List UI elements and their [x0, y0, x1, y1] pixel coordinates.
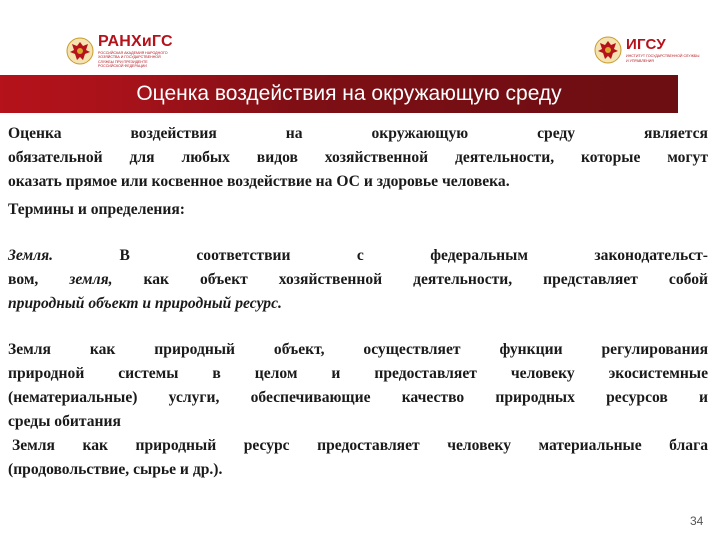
land-definition-line-3: природный объект и природный ресурс. — [8, 295, 282, 312]
ranepa-logo-subtitle: РОССИЙСКАЯ АКАДЕМИЯ НАРОДНОГО ХОЗЯЙСТВА И ГОСУДАРСТВЕННОЙ СЛУЖБЫ ПРИ ПРЕЗИДЕНТЕ РОССИЙСКОЙ ФЕДЕРАЦИИ — [98, 51, 168, 69]
double-headed-eagle-emblem-icon — [66, 37, 94, 65]
terms-heading: Термины и определения: — [8, 201, 185, 218]
natural-object-line-4: среды обитания — [8, 413, 121, 430]
title-bar — [0, 75, 678, 113]
intro-line-3: оказать прямое или косвенное воздействие на ОС и здоровье человека. — [8, 173, 510, 190]
natural-object-line-1: Земля как природный объект, осуществляет функции регулирования — [8, 341, 708, 358]
natural-resource-line-2: (продовольствие, сырье и др.). — [8, 461, 223, 478]
land-term: Земля. — [8, 247, 54, 264]
natural-resource-line-1: Земля как природный ресурс предоставляет человеку материальные блага — [12, 437, 708, 454]
ranepa-logo — [66, 34, 174, 69]
land-def-word: земля, — [69, 271, 113, 288]
igsu-logo-subtitle: ИНСТИТУТ ГОСУДАРСТВЕННОЙ СЛУЖБЫ И УПРАВЛЕНИЯ — [626, 54, 700, 63]
land-definition-line-2 — [8, 268, 708, 292]
ranepa-logo-name: РАНХиГС — [98, 33, 173, 50]
slide-content — [8, 122, 708, 482]
intro-line-1: Оценка воздействия на окружающую среду является — [8, 125, 708, 142]
land-def-text-2c: как объект хозяйственной деятельности, представляет собой — [112, 271, 708, 288]
igsu-logo — [594, 36, 700, 64]
intro-line-2: обязательной для любых видов хозяйственной деятельности, которые могут — [8, 149, 708, 166]
land-def-text-1: В соответствии с федеральным законодательст- — [53, 247, 708, 264]
slide-title: Оценка воздействия на окружающую среду — [136, 82, 562, 105]
land-def-text-2a: вом, — [8, 271, 70, 288]
land-definition-line-1 — [8, 244, 708, 268]
page-number: 34 — [690, 514, 704, 528]
double-headed-eagle-emblem-icon — [594, 36, 622, 64]
natural-object-line-2: природной системы в целом и предоставляет человеку экосистемные — [8, 365, 708, 382]
natural-object-line-3: (нематериальные) услуги, обеспечивающие качество природных ресурсов и — [8, 389, 708, 406]
igsu-logo-name: ИГСУ — [626, 36, 666, 54]
